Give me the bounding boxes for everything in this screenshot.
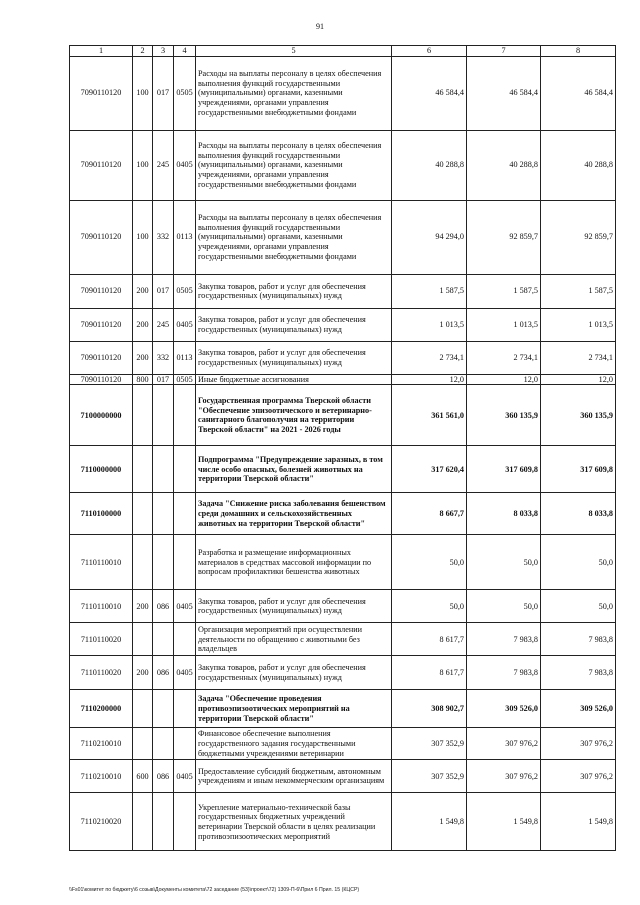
expense-type-code-cell: [133, 623, 153, 656]
description-cell: Иные бюджетные ассигнования: [196, 374, 392, 385]
amount-2025-cell: 50,0: [467, 535, 541, 590]
section-code-cell: 0113: [174, 200, 196, 274]
amount-2026-cell: 360 135,9: [541, 385, 616, 446]
admin-code-cell: [153, 535, 174, 590]
table-row: [70, 274, 616, 308]
kcsr-code-cell: 7110110020: [70, 623, 133, 656]
table-row: [70, 385, 616, 446]
kcsr-code-cell: 7090110120: [70, 200, 133, 274]
kcsr-code-cell: 7110110020: [70, 656, 133, 690]
admin-code-cell: [153, 793, 174, 851]
column-header-7: 7: [467, 46, 541, 57]
amount-2024-cell: 46 584,4: [392, 56, 467, 130]
section-code-cell: [174, 623, 196, 656]
description-cell: Финансовое обеспечение выполнения государственного задания государственными бюджетными учреждениями ветеринарии: [196, 728, 392, 760]
kcsr-code-cell: 7090110120: [70, 56, 133, 130]
amount-2024-cell: 1 587,5: [392, 274, 467, 308]
description-cell: Предоставление субсидий бюджетным, автономным учреждениям и иным некоммерческим организациям: [196, 760, 392, 793]
amount-2026-cell: 40 288,8: [541, 130, 616, 200]
amount-2026-cell: 307 976,2: [541, 728, 616, 760]
amount-2025-cell: 1 013,5: [467, 308, 541, 341]
table-row: [70, 760, 616, 793]
file-path-footer: \\Fs01\комитет по бюджету\6 созыв\Документы комитета\72 заседание (53)\проект\72) 1309-П-6\Прил 6 Прил. 15 (КЦСР): [69, 887, 360, 893]
admin-code-cell: [153, 728, 174, 760]
amount-2024-cell: 8 617,7: [392, 656, 467, 690]
admin-code-cell: 245: [153, 130, 174, 200]
amount-2026-cell: 309 526,0: [541, 690, 616, 728]
amount-2025-cell: 7 983,8: [467, 623, 541, 656]
section-code-cell: 0405: [174, 130, 196, 200]
kcsr-code-cell: 7090110120: [70, 274, 133, 308]
table-body: [70, 46, 616, 851]
table-row: [70, 374, 616, 385]
description-cell: Организация мероприятий при осуществлении деятельности по обращению с животными без владельцев: [196, 623, 392, 656]
column-header-8: 8: [541, 46, 616, 57]
amount-2025-cell: 50,0: [467, 590, 541, 623]
page-number: 91: [316, 22, 324, 31]
table-row: [70, 590, 616, 623]
amount-2025-cell: 1 587,5: [467, 274, 541, 308]
expense-type-code-cell: 200: [133, 656, 153, 690]
expense-type-code-cell: 100: [133, 56, 153, 130]
table-row: [70, 56, 616, 130]
column-number-header-row: [70, 46, 616, 57]
expense-type-code-cell: 200: [133, 341, 153, 374]
admin-code-cell: 086: [153, 590, 174, 623]
amount-2026-cell: 7 983,8: [541, 623, 616, 656]
kcsr-code-cell: 7090110120: [70, 374, 133, 385]
amount-2025-cell: 1 549,8: [467, 793, 541, 851]
admin-code-cell: [153, 690, 174, 728]
section-code-cell: [174, 690, 196, 728]
amount-2025-cell: 8 033,8: [467, 493, 541, 535]
table-row: [70, 446, 616, 493]
expense-type-code-cell: 100: [133, 200, 153, 274]
amount-2024-cell: 94 294,0: [392, 200, 467, 274]
section-code-cell: 0405: [174, 590, 196, 623]
section-code-cell: 0405: [174, 656, 196, 690]
amount-2026-cell: 50,0: [541, 590, 616, 623]
amount-2024-cell: 12,0: [392, 374, 467, 385]
description-cell: Расходы на выплаты персоналу в целях обеспечения выполнения функций государственными (муниципальными) органами, казенными учреждениями, органами управления государственными внебюджетными фондами: [196, 200, 392, 274]
amount-2026-cell: 12,0: [541, 374, 616, 385]
kcsr-code-cell: 7110100000: [70, 493, 133, 535]
admin-code-cell: [153, 493, 174, 535]
admin-code-cell: [153, 446, 174, 493]
column-header-4: 4: [174, 46, 196, 57]
section-code-cell: 0405: [174, 760, 196, 793]
admin-code-cell: 017: [153, 274, 174, 308]
kcsr-code-cell: 7110110010: [70, 535, 133, 590]
amount-2024-cell: 307 352,9: [392, 728, 467, 760]
expense-type-code-cell: [133, 793, 153, 851]
description-cell: Задача "Обеспечение проведения противоэпизоотических мероприятий на территории Тверской области": [196, 690, 392, 728]
column-header-2: 2: [133, 46, 153, 57]
amount-2026-cell: 8 033,8: [541, 493, 616, 535]
kcsr-code-cell: 7110200000: [70, 690, 133, 728]
column-header-1: 1: [70, 46, 133, 57]
expense-type-code-cell: [133, 446, 153, 493]
amount-2024-cell: 1 013,5: [392, 308, 467, 341]
expense-type-code-cell: [133, 728, 153, 760]
amount-2026-cell: 2 734,1: [541, 341, 616, 374]
amount-2024-cell: 1 549,8: [392, 793, 467, 851]
description-cell: Государственная программа Тверской области "Обеспечение эпизоотического и ветеринарно-санитарного благополучия на территории Тверской области" на 2021 - 2026 годы: [196, 385, 392, 446]
amount-2024-cell: 50,0: [392, 590, 467, 623]
amount-2026-cell: 1 549,8: [541, 793, 616, 851]
section-code-cell: [174, 446, 196, 493]
amount-2024-cell: 361 561,0: [392, 385, 467, 446]
admin-code-cell: 017: [153, 56, 174, 130]
amount-2024-cell: 40 288,8: [392, 130, 467, 200]
admin-code-cell: 245: [153, 308, 174, 341]
admin-code-cell: 086: [153, 656, 174, 690]
admin-code-cell: 332: [153, 341, 174, 374]
section-code-cell: 0505: [174, 56, 196, 130]
kcsr-code-cell: 7090110120: [70, 130, 133, 200]
description-cell: Закупка товаров, работ и услуг для обеспечения государственных (муниципальных) нужд: [196, 590, 392, 623]
table-row: [70, 728, 616, 760]
section-code-cell: 0505: [174, 374, 196, 385]
section-code-cell: [174, 493, 196, 535]
expense-type-code-cell: [133, 493, 153, 535]
amount-2026-cell: 1 587,5: [541, 274, 616, 308]
amount-2026-cell: 7 983,8: [541, 656, 616, 690]
admin-code-cell: 017: [153, 374, 174, 385]
column-header-6: 6: [392, 46, 467, 57]
column-header-5: 5: [196, 46, 392, 57]
section-code-cell: [174, 535, 196, 590]
kcsr-code-cell: 7110210020: [70, 793, 133, 851]
table-row: [70, 130, 616, 200]
table-row: [70, 493, 616, 535]
amount-2025-cell: 307 976,2: [467, 728, 541, 760]
table-row: [70, 690, 616, 728]
table-row: [70, 341, 616, 374]
section-code-cell: [174, 728, 196, 760]
amount-2025-cell: 309 526,0: [467, 690, 541, 728]
description-cell: Закупка товаров, работ и услуг для обеспечения государственных (муниципальных) нужд: [196, 274, 392, 308]
table-row: [70, 623, 616, 656]
section-code-cell: 0405: [174, 308, 196, 341]
amount-2024-cell: 50,0: [392, 535, 467, 590]
amount-2024-cell: 8 617,7: [392, 623, 467, 656]
amount-2026-cell: 317 609,8: [541, 446, 616, 493]
admin-code-cell: 086: [153, 760, 174, 793]
description-cell: Закупка товаров, работ и услуг для обеспечения государственных (муниципальных) нужд: [196, 308, 392, 341]
admin-code-cell: [153, 623, 174, 656]
expense-type-code-cell: 200: [133, 308, 153, 341]
amount-2024-cell: 2 734,1: [392, 341, 467, 374]
amount-2025-cell: 2 734,1: [467, 341, 541, 374]
kcsr-code-cell: 7090110120: [70, 341, 133, 374]
description-cell: Закупка товаров, работ и услуг для обеспечения государственных (муниципальных) нужд: [196, 656, 392, 690]
amount-2025-cell: 92 859,7: [467, 200, 541, 274]
section-code-cell: [174, 385, 196, 446]
section-code-cell: 0113: [174, 341, 196, 374]
description-cell: Расходы на выплаты персоналу в целях обеспечения выполнения функций государственными (муниципальными) органами, казенными учреждениями, органами управления государственными внебюджетными фондами: [196, 130, 392, 200]
section-code-cell: 0505: [174, 274, 196, 308]
column-header-3: 3: [153, 46, 174, 57]
kcsr-code-cell: 7110110010: [70, 590, 133, 623]
section-code-cell: [174, 793, 196, 851]
admin-code-cell: 332: [153, 200, 174, 274]
amount-2025-cell: 46 584,4: [467, 56, 541, 130]
description-cell: Расходы на выплаты персоналу в целях обеспечения выполнения функций государственными (муниципальными) органами, казенными учреждениями, органами управления государственными внебюджетными фондами: [196, 56, 392, 130]
expense-type-code-cell: 200: [133, 274, 153, 308]
expense-type-code-cell: 200: [133, 590, 153, 623]
amount-2025-cell: 12,0: [467, 374, 541, 385]
expense-type-code-cell: [133, 690, 153, 728]
amount-2025-cell: 317 609,8: [467, 446, 541, 493]
amount-2024-cell: 317 620,4: [392, 446, 467, 493]
kcsr-code-cell: 7100000000: [70, 385, 133, 446]
description-cell: Укрепление материально-технической базы государственных бюджетных учреждений ветеринарии Тверской области в целях реализации противоэпизоотических мероприятий: [196, 793, 392, 851]
description-cell: Закупка товаров, работ и услуг для обеспечения государственных (муниципальных) нужд: [196, 341, 392, 374]
amount-2026-cell: 46 584,4: [541, 56, 616, 130]
amount-2026-cell: 307 976,2: [541, 760, 616, 793]
expense-type-code-cell: 600: [133, 760, 153, 793]
budget-table: [69, 45, 616, 851]
table-row: [70, 535, 616, 590]
table-row: [70, 793, 616, 851]
amount-2024-cell: 307 352,9: [392, 760, 467, 793]
expense-type-code-cell: 800: [133, 374, 153, 385]
table-row: [70, 308, 616, 341]
admin-code-cell: [153, 385, 174, 446]
table-row: [70, 200, 616, 274]
amount-2026-cell: 50,0: [541, 535, 616, 590]
expense-type-code-cell: [133, 535, 153, 590]
amount-2024-cell: 8 667,7: [392, 493, 467, 535]
amount-2025-cell: 7 983,8: [467, 656, 541, 690]
amount-2026-cell: 92 859,7: [541, 200, 616, 274]
amount-2026-cell: 1 013,5: [541, 308, 616, 341]
amount-2025-cell: 360 135,9: [467, 385, 541, 446]
kcsr-code-cell: 7090110120: [70, 308, 133, 341]
amount-2025-cell: 40 288,8: [467, 130, 541, 200]
amount-2024-cell: 308 902,7: [392, 690, 467, 728]
amount-2025-cell: 307 976,2: [467, 760, 541, 793]
kcsr-code-cell: 7110000000: [70, 446, 133, 493]
expense-type-code-cell: 100: [133, 130, 153, 200]
kcsr-code-cell: 7110210010: [70, 728, 133, 760]
table-row: [70, 656, 616, 690]
description-cell: Задача "Снижение риска заболевания бешенством среди домашних и сельскохозяйственных животных на территории Тверской области": [196, 493, 392, 535]
expense-type-code-cell: [133, 385, 153, 446]
description-cell: Разработка и размещение информационных материалов в средствах массовой информации по вопросам профилактики бешенства животных: [196, 535, 392, 590]
description-cell: Подпрограмма "Предупреждение заразных, в том числе особо опасных, болезней животных на территории Тверской области": [196, 446, 392, 493]
kcsr-code-cell: 7110210010: [70, 760, 133, 793]
